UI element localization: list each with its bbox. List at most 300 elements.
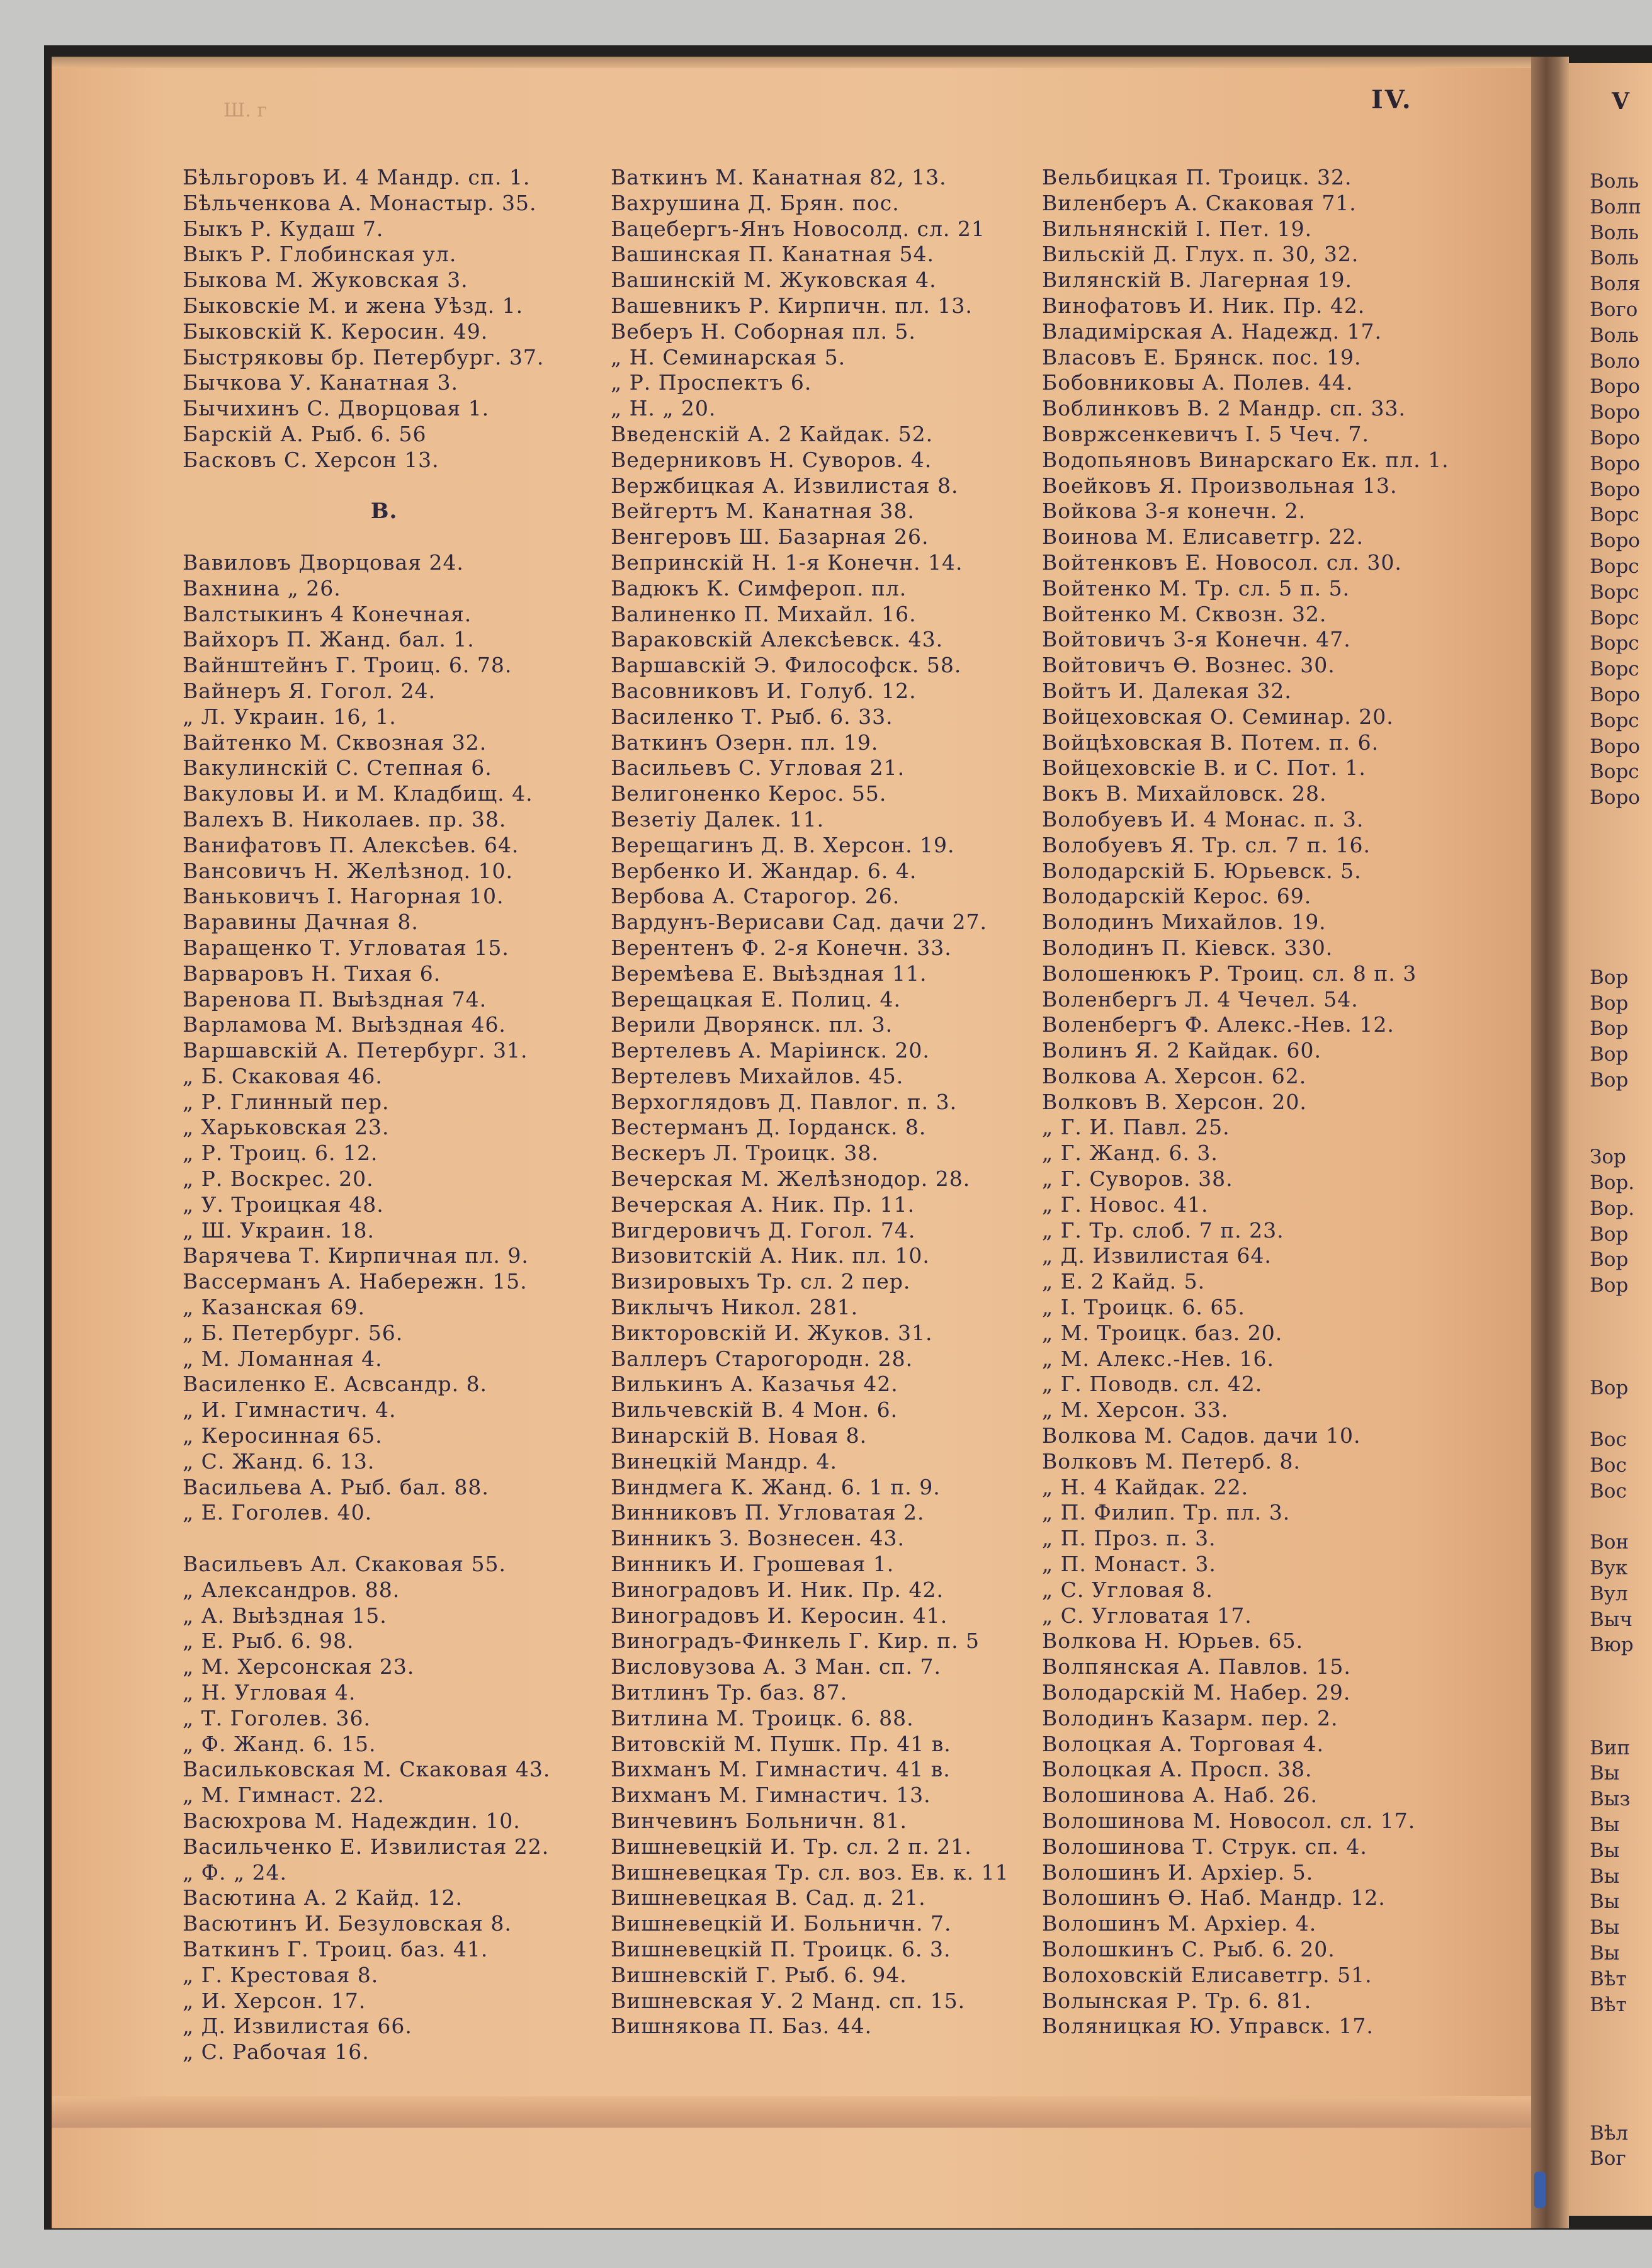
directory-entry: Вилькинъ А. Казачья 42. xyxy=(611,1372,898,1397)
directory-entry-fragment: Вор xyxy=(1590,966,1629,989)
directory-entry: Васильковская М. Скаковая 43. xyxy=(183,1757,551,1782)
directory-entry: Викторовскій И. Жуков. 31. xyxy=(611,1320,933,1345)
directory-entry: Быковскіе М. и жена Уѣзд. 1. xyxy=(183,293,524,318)
directory-entry-fragment: Вы xyxy=(1590,1839,1620,1862)
directory-entry: Введенскій А. 2 Кайдак. 52. xyxy=(611,421,934,446)
directory-entry-fragment: Ворс xyxy=(1590,709,1639,732)
directory-entry: „ Казанская 69. xyxy=(183,1295,366,1320)
directory-entry-fragment: Вы xyxy=(1590,1865,1620,1888)
directory-entry: Вакуловы И. и М. Кладбищ. 4. xyxy=(183,781,533,806)
directory-entry: „ П. Монаст. 3. xyxy=(1042,1552,1216,1577)
directory-entry: „ С. Жанд. 6. 13. xyxy=(183,1448,375,1474)
directory-entry-fragment: Ворс xyxy=(1590,632,1639,655)
directory-entry: Вишневскій Г. Рыб. 6. 94. xyxy=(611,1962,907,1987)
directory-entry: Веберъ Н. Соборная пл. 5. xyxy=(611,319,916,344)
directory-entry: Бѣльченкова А. Монастыр. 35. xyxy=(183,190,537,215)
directory-entry-fragment: Воро xyxy=(1590,426,1640,449)
directory-entry xyxy=(183,524,586,550)
directory-entry: Бобовниковы А. Полев. 44. xyxy=(1042,370,1354,395)
directory-entry: „ Е. Рыб. 6. 98. xyxy=(183,1628,354,1654)
directory-entry: Верили Дворянск. пл. 3. xyxy=(611,1012,893,1037)
directory-entry: „ Г. Поводв. сл. 42. xyxy=(1042,1372,1263,1397)
directory-entry: „ Г. Суворов. 38. xyxy=(1042,1166,1233,1192)
directory-entry: Вансовичъ Н. Желѣзнод. 10. xyxy=(183,858,514,883)
directory-entry: Виленберъ А. Скаковая 71. xyxy=(1042,190,1357,215)
directory-entry: Володинъ П. Кіевск. 330. xyxy=(1042,935,1333,960)
directory-entry: Волошинъ И. Архіер. 5. xyxy=(1042,1859,1314,1885)
directory-entry: Волпянская А. Павлов. 15. xyxy=(1042,1654,1351,1679)
directory-entry-fragment: Воль xyxy=(1590,221,1639,244)
directory-entry: „ Н. Угловая 4. xyxy=(183,1680,356,1705)
directory-entry: Волошинова Т. Струк. сп. 4. xyxy=(1042,1834,1367,1859)
section-letter-heading: В. xyxy=(370,499,398,524)
directory-entry-fragment: Ворс xyxy=(1590,555,1639,578)
directory-entry-fragment xyxy=(1590,2069,1652,2095)
directory-entry: Везетіу Далек. 11. xyxy=(611,806,825,832)
directory-entry: Верентенъ Ф. 2-я Конечн. 33. xyxy=(611,935,952,960)
directory-entry: Васовниковъ И. Голуб. 12. xyxy=(611,678,917,703)
directory-entry: Вишневецкій И. Больничн. 7. xyxy=(611,1911,952,1936)
directory-entry: Бычихинъ С. Дворцовая 1. xyxy=(183,396,490,421)
directory-entry: Володинъ Казарм. пер. 2. xyxy=(1042,1705,1338,1730)
directory-entry: Вечерская М. Желѣзнодор. 28. xyxy=(611,1166,971,1192)
directory-entry: Волынская Р. Тр. 6. 81. xyxy=(1042,1988,1312,2013)
directory-entry: Басковъ С. Херсон 13. xyxy=(183,447,439,472)
directory-entry-fragment: Вос xyxy=(1590,1428,1627,1452)
directory-entry: Вильнянскій І. Пет. 19. xyxy=(1042,216,1313,241)
directory-entry-fragment: Вого xyxy=(1590,298,1638,321)
directory-entry: Волошинова А. Наб. 26. xyxy=(1042,1783,1318,1808)
directory-entry: Вестерманъ Д. Іорданск. 8. xyxy=(611,1115,927,1140)
directory-entry: Васильева А. Рыб. бал. 88. xyxy=(183,1474,489,1499)
directory-entry: Васильевъ С. Угловая 21. xyxy=(611,755,905,781)
directory-entry: „ Харьковская 23. xyxy=(183,1115,390,1140)
directory-entry: Вержбицкая А. Извилистая 8. xyxy=(611,473,959,498)
directory-entry: Волковъ М. Петерб. 8. xyxy=(1042,1448,1301,1474)
directory-entry: Вокъ В. Михайловск. 28. xyxy=(1042,781,1327,806)
directory-entry: Вербенко И. Жандар. 6. 4. xyxy=(611,858,917,883)
directory-entry-fragment: Волп xyxy=(1590,195,1641,218)
directory-entry: Вильчевскій В. 4 Мон. 6. xyxy=(611,1397,898,1423)
directory-entry: Вихманъ М. Гимнастич. 41 в. xyxy=(611,1757,951,1782)
directory-entry: „ І. Троицк. 6. 65. xyxy=(1042,1295,1245,1320)
directory-entry: Вишневецкій П. Троицк. 6. 3. xyxy=(611,1936,951,1961)
directory-entry-fragment: Ворс xyxy=(1590,760,1639,784)
directory-entry-fragment: Вор xyxy=(1590,1068,1629,1092)
directory-entry: Витлинъ Тр. баз. 87. xyxy=(611,1680,848,1705)
directory-entry: Вишнякова П. Баз. 44. xyxy=(611,2014,873,2039)
directory-entry-fragment: Вор. xyxy=(1590,1171,1635,1195)
directory-entry: Вескеръ Л. Троицк. 38. xyxy=(611,1141,879,1166)
directory-entry: Волошинова М. Новосол. сл. 17. xyxy=(1042,1808,1416,1833)
directory-entry-fragment: Воро xyxy=(1590,683,1640,706)
directory-entry-fragment xyxy=(1590,2043,1652,2069)
directory-entry-fragment: Воль xyxy=(1590,247,1639,270)
directory-column-right-fragment xyxy=(1590,169,1652,2172)
directory-entry: Виндмега К. Жанд. 6. 1 п. 9. xyxy=(611,1474,941,1499)
directory-entry: Войтовичъ 3-я Конечн. 47. xyxy=(1042,627,1351,652)
directory-entry: Вассерманъ А. Набережн. 15. xyxy=(183,1269,528,1294)
directory-entry: Вельбицкая П. Троицк. 32. xyxy=(1042,165,1352,189)
directory-entry-fragment: Вы xyxy=(1590,1890,1620,1914)
directory-entry-fragment xyxy=(1590,1324,1652,1350)
directory-entry: Варячева Т. Кирпичная пл. 9. xyxy=(183,1243,529,1268)
directory-entry: Вепринскій Н. 1-я Конечн. 14. xyxy=(611,550,963,575)
directory-entry: Воблинковъ В. 2 Мандр. сп. 33. xyxy=(1042,396,1406,421)
directory-entry: Верещагинъ Д. В. Херсон. 19. xyxy=(611,832,955,857)
directory-entry: „ Керосинная 65. xyxy=(183,1423,383,1448)
directory-entry: Волошинъ М. Архіер. 4. xyxy=(1042,1911,1317,1936)
directory-entry-fragment: Ворс xyxy=(1590,580,1639,604)
directory-entry: Винниковъ П. Угловатая 2. xyxy=(611,1500,925,1525)
directory-entry-fragment: Вѣт xyxy=(1590,1993,1627,2016)
directory-entry-fragment: Вюр xyxy=(1590,1633,1634,1657)
directory-entry: „ Ф. Жанд. 6. 15. xyxy=(183,1731,376,1756)
directory-entry: Волинъ Я. 2 Кайдак. 60. xyxy=(1042,1038,1321,1063)
directory-entry: Варащенко Т. Угловатая 15. xyxy=(183,935,509,960)
directory-entry: Виноградовъ И. Керосин. 41. xyxy=(611,1603,948,1628)
directory-entry: Вайнеръ Я. Гогол. 24. xyxy=(183,678,436,703)
directory-entry: Войцѣховская В. Потем. п. 6. xyxy=(1042,730,1379,755)
directory-entry: Варавины Дачная 8. xyxy=(183,910,419,935)
directory-entry: Вишневецкая В. Сад. д. 21. xyxy=(611,1885,926,1910)
directory-entry: Валлеръ Старогородн. 28. xyxy=(611,1346,914,1371)
directory-entry: Войцеховская О. Семинар. 20. xyxy=(1042,704,1394,729)
directory-entry: Войтенко М. Сквозн. 32. xyxy=(1042,601,1327,626)
directory-entry: Васютина А. 2 Кайд. 12. xyxy=(183,1885,463,1910)
directory-entry-fragment: Ворс xyxy=(1590,658,1639,681)
directory-entry-fragment: Выз xyxy=(1590,1788,1631,1811)
directory-entry: Вахрушина Д. Брян. пос. xyxy=(611,190,900,215)
directory-entry: Вайхоръ П. Жанд. бал. 1. xyxy=(183,627,475,652)
directory-entry-fragment: Зор xyxy=(1590,1146,1626,1169)
directory-entry: Володинъ Михайлов. 19. xyxy=(1042,910,1327,935)
directory-entry: Винецкій Мандр. 4. xyxy=(611,1448,838,1474)
directory-entry: Верещацкая Е. Полиц. 4. xyxy=(611,986,901,1012)
directory-entry-fragment: Воро xyxy=(1590,735,1640,758)
directory-entry: Валехъ В. Николаев. пр. 38. xyxy=(183,806,507,832)
directory-entry: Выкъ Р. Глобинская ул. xyxy=(183,242,457,267)
directory-entry-fragment xyxy=(1590,862,1652,888)
directory-entry: „ М. Ломанная 4. xyxy=(183,1346,383,1371)
directory-entry: Воинова М. Елисаветгр. 22. xyxy=(1042,524,1364,550)
corner-pencil-mark: Ш. г xyxy=(223,99,268,121)
directory-entry: „ Е. 2 Кайд. 5. xyxy=(1042,1269,1206,1294)
directory-entry-fragment xyxy=(1590,2017,1652,2043)
directory-entry-fragment: Вор xyxy=(1590,1222,1629,1246)
directory-entry: „ М. Гимнаст. 22. xyxy=(183,1783,385,1808)
directory-entry-fragment: Вон xyxy=(1590,1531,1629,1554)
directory-entry: „ М. Троицк. баз. 20. xyxy=(1042,1320,1283,1345)
directory-entry: Войтенко М. Тр. сл. 5 п. 5. xyxy=(1042,575,1350,601)
directory-entry: Васюхрова М. Надеждин. 10. xyxy=(183,1808,521,1833)
directory-entry-fragment xyxy=(1590,1658,1652,1684)
directory-entry: „ И. Гимнастич. 4. xyxy=(183,1397,397,1423)
directory-entry: Вихманъ М. Гимнастич. 13. xyxy=(611,1783,931,1808)
directory-entry-fragment: Воро xyxy=(1590,529,1640,553)
directory-entry: Василенко Е. Асвсандр. 8. xyxy=(183,1372,488,1397)
directory-entry: „ Г. Новос. 41. xyxy=(1042,1192,1209,1217)
directory-entry-fragment: Вор xyxy=(1590,1017,1629,1041)
directory-entry: Волоцкая А. Просп. 38. xyxy=(1042,1757,1313,1782)
directory-entry: „ Г. Жанд. 6. 3. xyxy=(1042,1141,1218,1166)
directory-entry-fragment xyxy=(1590,1710,1652,1735)
directory-entry: Верхоглядовъ Д. Павлог. п. 3. xyxy=(611,1089,958,1114)
page-bottom-edge xyxy=(52,2096,1531,2128)
directory-entry: „ Д. Извилистая 64. xyxy=(1042,1243,1272,1268)
directory-entry-fragment: Вы xyxy=(1590,1762,1620,1785)
directory-entry: „ М. Херсон. 33. xyxy=(1042,1397,1229,1423)
directory-entry-fragment xyxy=(1590,1119,1652,1144)
directory-entry: „ Ш. Украин. 18. xyxy=(183,1217,375,1243)
directory-entry: „ Г. И. Павл. 25. xyxy=(1042,1115,1230,1140)
directory-entry: Вечерская А. Ник. Пр. 11. xyxy=(611,1192,915,1217)
directory-entry: Вардунъ-Верисави Сад. дачи 27. xyxy=(611,910,988,935)
directory-entry: Вавиловъ Дворцовая 24. xyxy=(183,550,464,575)
directory-entry-fragment: Воль xyxy=(1590,170,1639,193)
directory-entry: Винарскій В. Новая 8. xyxy=(611,1423,868,1448)
directory-entry: Вакулинскій С. Степная 6. xyxy=(183,755,492,781)
directory-entry: Винникъ З. Вознесен. 43. xyxy=(611,1526,905,1551)
directory-entry: Виклычъ Никол. 281. xyxy=(611,1295,859,1320)
directory-entry: Веремѣева Е. Выѣздная 11. xyxy=(611,961,927,986)
page-top-edge xyxy=(52,57,1531,68)
directory-entry: Войцеховскіе В. и С. Пот. 1. xyxy=(1042,755,1366,781)
directory-entry-fragment xyxy=(1590,1093,1652,1119)
directory-entry: Визовитскій А. Ник. пл. 10. xyxy=(611,1243,930,1268)
directory-entry: Волошенюкъ Р. Троиц. сл. 8 п. 3 xyxy=(1042,961,1417,986)
directory-entry: Воленбергъ Л. 4 Чечел. 54. xyxy=(1042,986,1359,1012)
directory-entry: Волошкинъ С. Рыб. 6. 20. xyxy=(1042,1936,1335,1961)
directory-entry: Воейковъ Я. Произвольная 13. xyxy=(1042,473,1398,498)
directory-entry: Васютинъ И. Безуловская 8. xyxy=(183,1911,512,1936)
directory-entry: Валстыкинъ 4 Конечная. xyxy=(183,601,472,626)
directory-entry: Вашинская П. Канатная 54. xyxy=(611,242,935,267)
directory-entry: „ Р. Глинный пер. xyxy=(183,1089,390,1114)
directory-entry: „ И. Херсон. 17. xyxy=(183,1988,366,2013)
directory-entry-fragment: Вук xyxy=(1590,1557,1628,1580)
directory-entry-fragment: Ворс xyxy=(1590,504,1639,527)
directory-entry: Василенко Т. Рыб. 6. 33. xyxy=(611,704,893,729)
directory-entry: Варшавскій А. Петербург. 31. xyxy=(183,1038,528,1063)
directory-entry: Волоцкая А. Торговая 4. xyxy=(1042,1731,1324,1756)
directory-entry: „ Ф. „ 24. xyxy=(183,1859,288,1885)
directory-entry: Вовржсенкевичъ І. 5 Чеч. 7. xyxy=(1042,421,1370,446)
directory-entry: Водопьяновъ Винарскаго Ек. пл. 1. xyxy=(1042,447,1449,472)
directory-entry-fragment: Воро xyxy=(1590,478,1640,501)
directory-entry: „ С. Угловая 8. xyxy=(1042,1577,1213,1602)
directory-entry: „ Б. Петербург. 56. xyxy=(183,1320,404,1345)
directory-entry: „ М. Алекс.-Нев. 16. xyxy=(1042,1346,1274,1371)
directory-entry: „ Р. Троиц. 6. 12. xyxy=(183,1141,378,1166)
directory-entry: „ Р. Воскрес. 20. xyxy=(183,1166,374,1192)
directory-entry: Ведерниковъ Н. Суворов. 4. xyxy=(611,447,932,472)
directory-entry: Витлина М. Троицк. 6. 88. xyxy=(611,1705,914,1730)
directory-entry-fragment xyxy=(1590,1299,1652,1324)
directory-entry: Ваткинъ Озерн. пл. 19. xyxy=(611,730,879,755)
directory-entry: „ Б. Скаковая 46. xyxy=(183,1063,383,1088)
directory-entry: Вашинскій М. Жуковская 4. xyxy=(611,268,937,293)
directory-entry: Владимірская А. Надежд. 17. xyxy=(1042,319,1383,344)
directory-entry: Ваньковичъ І. Нагорная 10. xyxy=(183,884,504,909)
directory-entry: Волкова А. Херсон. 62. xyxy=(1042,1063,1307,1088)
directory-entry-fragment xyxy=(1590,1401,1652,1427)
directory-entry-fragment: Воля xyxy=(1590,273,1641,296)
directory-entry: Волошинъ Ѳ. Наб. Мандр. 12. xyxy=(1042,1885,1386,1910)
directory-entry-fragment: Воро xyxy=(1590,375,1640,398)
directory-entry-fragment: Вип xyxy=(1590,1736,1631,1759)
directory-entry: Винчевинъ Больничн. 81. xyxy=(611,1808,907,1833)
directory-entry-fragment xyxy=(1590,837,1652,862)
directory-entry: „ Д. Извилистая 66. xyxy=(183,2014,412,2039)
directory-entry-fragment xyxy=(1590,913,1652,939)
directory-entry: „ Л. Украин. 16, 1. xyxy=(183,704,397,729)
directory-entry: Войтъ И. Далекая 32. xyxy=(1042,678,1292,703)
directory-entry: Валиненко П. Михайл. 16. xyxy=(611,601,917,626)
directory-entry: Ваткинъ М. Канатная 82, 13. xyxy=(611,165,947,189)
directory-entry: Войтовичъ Ѳ. Вознес. 30. xyxy=(1042,653,1335,678)
directory-entry: Вертелевъ А. Маріинск. 20. xyxy=(611,1038,930,1063)
directory-entry-fragment xyxy=(1590,939,1652,965)
directory-entry: „ Г. Тр. слоб. 7 п. 23. xyxy=(1042,1217,1284,1243)
directory-entry: Витовскій М. Пушк. Пр. 41 в. xyxy=(611,1731,951,1756)
directory-entry-fragment xyxy=(1590,811,1652,837)
directory-entry: „ Е. Гоголев. 40. xyxy=(183,1500,373,1525)
directory-entry: Визировыхъ Тр. сл. 2 пер. xyxy=(611,1269,911,1294)
directory-entry: Быковскій К. Керосин. 49. xyxy=(183,319,489,344)
directory-entry: Володарскій М. Набер. 29. xyxy=(1042,1680,1351,1705)
directory-entry: Быкова М. Жуковская 3. xyxy=(183,268,468,293)
directory-entry: Вадюкъ К. Симфероп. пл. xyxy=(611,575,907,601)
directory-entry: Воляницкая Ю. Управск. 17. xyxy=(1042,2014,1374,2039)
directory-entry: „ Г. Крестовая 8. xyxy=(183,1962,379,1987)
directory-entry: Винофатовъ И. Ник. Пр. 42. xyxy=(1042,293,1366,318)
directory-entry: Быстряковы бр. Петербург. 37. xyxy=(183,344,545,370)
directory-entry: Вейгертъ М. Канатная 38. xyxy=(611,499,915,524)
directory-entry: Ванифатовъ П. Алексѣев. 64. xyxy=(183,832,519,857)
directory-entry: Волобуевъ И. 4 Монас. п. 3. xyxy=(1042,806,1364,832)
directory-entry-fragment: Вы xyxy=(1590,1814,1620,1836)
directory-entry: Варваровъ Н. Тихая 6. xyxy=(183,961,441,986)
directory-entry-fragment: Воло xyxy=(1590,349,1640,373)
directory-entry: Вашевникъ Р. Кирпичн. пл. 13. xyxy=(611,293,973,318)
directory-entry-fragment: Воро xyxy=(1590,786,1640,810)
directory-entry xyxy=(183,473,586,499)
directory-entry: „ С. Угловатая 17. xyxy=(1042,1603,1252,1628)
directory-entry: Винникъ И. Грошевая 1. xyxy=(611,1552,895,1577)
directory-entry: Вилянскій В. Лагерная 19. xyxy=(1042,268,1353,293)
directory-entry-fragment: Ворс xyxy=(1590,606,1639,629)
directory-entry: Бычкова У. Канатная 3. xyxy=(183,370,458,395)
directory-entry: „ Р. Проспектъ 6. xyxy=(611,370,812,395)
directory-entry xyxy=(183,1526,586,1552)
directory-entry-fragment xyxy=(1590,1684,1652,1710)
directory-entry: „ М. Херсонская 23. xyxy=(183,1654,415,1679)
directory-entry: „ А. Выѣздная 15. xyxy=(183,1603,387,1628)
directory-entry-fragment: Вы xyxy=(1590,1941,1620,1965)
directory-entry: Вайтенко М. Сквозная 32. xyxy=(183,730,487,755)
directory-entry: „ С. Рабочая 16. xyxy=(183,2040,370,2065)
directory-entry: Волкова М. Садов. дачи 10. xyxy=(1042,1423,1361,1448)
directory-entry: „ Н. „ 20. xyxy=(611,396,716,421)
directory-entry: „ Н. 4 Кайдак. 22. xyxy=(1042,1474,1249,1499)
directory-entry: Воленбергъ Ф. Алекс.-Нев. 12. xyxy=(1042,1012,1395,1037)
page-number: IV. xyxy=(1371,85,1413,115)
directory-entry-fragment: Вор xyxy=(1590,991,1629,1015)
directory-entry: „ Н. Семинарская 5. xyxy=(611,344,846,370)
directory-entry-fragment: Вор xyxy=(1590,1248,1629,1272)
directory-entry-fragment xyxy=(1590,1350,1652,1376)
directory-entry: Волковъ В. Херсон. 20. xyxy=(1042,1089,1307,1114)
right-page-number: V xyxy=(1612,88,1629,115)
directory-entry: Войтенковъ Е. Новосол. сл. 30. xyxy=(1042,550,1402,575)
directory-entry: Вигдеровичъ Д. Гогол. 74. xyxy=(611,1217,916,1243)
directory-entry: Власовъ Е. Брянск. пос. 19. xyxy=(1042,344,1362,370)
bookmark-ribbon xyxy=(1534,2172,1546,2208)
directory-entry-fragment: Вос xyxy=(1590,1479,1627,1503)
directory-entry-fragment: Воль xyxy=(1590,324,1639,347)
directory-entry-fragment xyxy=(1590,888,1652,913)
directory-entry: Висловузова А. 3 Ман. сп. 7. xyxy=(611,1654,941,1679)
directory-entry-fragment: Вог xyxy=(1590,2147,1626,2170)
directory-entry-fragment: Вы xyxy=(1590,1916,1620,1939)
directory-entry: Вахнина „ 26. xyxy=(183,575,341,601)
directory-entry: Васильевъ Ал. Скаковая 55. xyxy=(183,1552,506,1577)
directory-entry-fragment xyxy=(1590,1504,1652,1530)
directory-entry: Ваткинъ Г. Троиц. баз. 41. xyxy=(183,1936,489,1961)
directory-entry: Варламова М. Выѣздная 46. xyxy=(183,1012,506,1037)
directory-entry-fragment: Вор xyxy=(1590,1043,1629,1066)
directory-entry: Вацебергъ-Янъ Новосолд. сл. 21 xyxy=(611,216,985,241)
directory-entry: Велигоненко Керос. 55. xyxy=(611,781,887,806)
directory-entry: Вертелевъ Михайлов. 45. xyxy=(611,1063,904,1088)
directory-entry: „ Т. Гоголев. 36. xyxy=(183,1705,371,1730)
directory-entry: Вишневецкій И. Тр. сл. 2 п. 21. xyxy=(611,1834,972,1859)
directory-entry-fragment: Выч xyxy=(1590,1608,1632,1631)
directory-entry-fragment: Вор xyxy=(1590,1274,1629,1297)
directory-entry: Вишневская У. 2 Манд. сп. 15. xyxy=(611,1988,966,2013)
directory-entry-fragment: Воро xyxy=(1590,452,1640,475)
directory-entry: Вараковскій Алексѣевск. 43. xyxy=(611,627,944,652)
directory-entry: „ Александров. 88. xyxy=(183,1577,400,1602)
directory-entry-fragment: Воро xyxy=(1590,401,1640,424)
directory-entry: Виноградъ-Финкель Г. Кир. п. 5 xyxy=(611,1628,980,1654)
directory-column-2 xyxy=(611,165,1026,2040)
directory-column-1 xyxy=(183,165,586,2065)
directory-entry: Володарскій Б. Юрьевск. 5. xyxy=(1042,858,1362,883)
directory-entry: Быкъ Р. Кудаш 7. xyxy=(183,216,384,241)
directory-entry-fragment: Вѣл xyxy=(1590,2121,1629,2145)
directory-entry-fragment: Вос xyxy=(1590,1453,1627,1477)
directory-entry: Вайнштейнъ Г. Троиц. 6. 78. xyxy=(183,653,512,678)
directory-entry: Венгеровъ Ш. Базарная 26. xyxy=(611,524,929,550)
directory-entry: Вербова А. Старогор. 26. xyxy=(611,884,900,909)
directory-entry-fragment: Вѣт xyxy=(1590,1967,1627,1990)
directory-entry: Варенова П. Выѣздная 74. xyxy=(183,986,487,1012)
directory-entry: „ П. Проз. п. 3. xyxy=(1042,1526,1216,1551)
directory-entry: Виноградовъ И. Ник. Пр. 42. xyxy=(611,1577,944,1602)
directory-entry: Бѣльгоровъ И. 4 Мандр. сп. 1. xyxy=(183,165,531,189)
directory-entry: Барскій А. Рыб. 6. 56 xyxy=(183,421,427,446)
directory-entry: Волоховскій Елисаветгр. 51. xyxy=(1042,1962,1372,1987)
directory-entry: Вильскій Д. Глух. п. 30, 32. xyxy=(1042,242,1359,267)
directory-entry: Васильченко Е. Извилистая 22. xyxy=(183,1834,550,1859)
directory-entry-fragment: Вул xyxy=(1590,1582,1628,1605)
directory-column-3 xyxy=(1042,165,1483,2040)
directory-entry: Варшавскій Э. Философск. 58. xyxy=(611,653,962,678)
directory-entry: „ П. Филип. Тр. пл. 3. xyxy=(1042,1500,1291,1525)
directory-entry-fragment: Вор. xyxy=(1590,1197,1635,1220)
